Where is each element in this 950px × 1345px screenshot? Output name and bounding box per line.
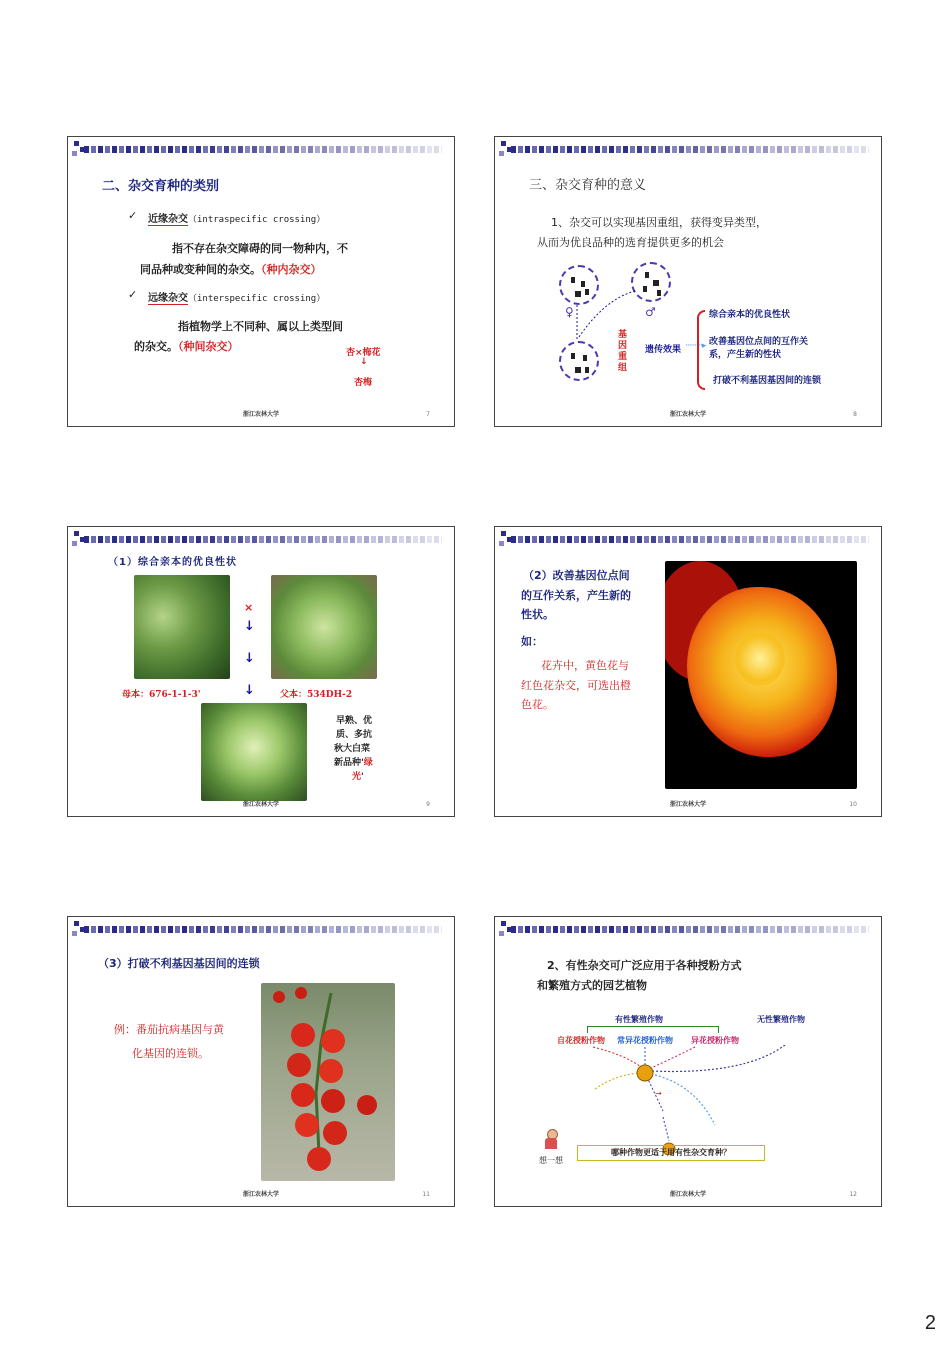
slide-title: （3）打破不利基因基因间的连锁 — [98, 957, 260, 970]
variety-name: 光 — [352, 772, 362, 782]
slide-footer: 浙江农林大学 — [669, 801, 706, 808]
slide-title: 二、杂交育种的类别 — [102, 179, 220, 194]
slide-11 — [67, 916, 455, 1207]
item-desc: 同品种或变种间的杂交。 — [140, 263, 261, 276]
effect-item: 打破不利基因基因间的连锁 — [713, 376, 822, 386]
cross-pollinated-label: 异花授粉作物 — [691, 1036, 739, 1045]
slide-8 — [494, 136, 882, 427]
self-pollinated-label: 自花授粉作物 — [557, 1036, 605, 1045]
cabbage-photo-offspring — [201, 703, 307, 801]
effect-center-label: 遗传效果 — [645, 345, 682, 355]
item-tag: （种内杂交） — [261, 263, 322, 276]
slide-number: 12 — [849, 1191, 857, 1198]
variety-desc: 早熟、优 — [336, 716, 373, 726]
down-arrow-icon: ↓ — [244, 651, 255, 666]
check-icon: ✓ — [128, 209, 138, 222]
father-label: 父本：534DH-2 — [280, 690, 353, 700]
slide-header-decoration — [495, 137, 881, 163]
slide-footer: 浙江农林大学 — [242, 801, 279, 808]
sexual-crops-label: 有性繁殖作物 — [615, 1015, 663, 1024]
cabbage-photo-mother — [134, 575, 230, 679]
slide-number: 7 — [426, 411, 430, 418]
thinking-person-icon — [541, 1129, 561, 1151]
slide-text: 红色花杂交，可选出橙 — [521, 679, 631, 692]
item-desc: 指不存在杂交障碍的同一物种内，不 — [172, 242, 348, 255]
female-symbol: ♀ — [565, 305, 574, 319]
mother-label: 母本：676-1-1-3' — [122, 690, 201, 700]
arrow-icon: ·········▸ — [685, 341, 706, 351]
item-desc: 的杂交。 — [134, 340, 178, 353]
slide-10 — [494, 526, 882, 817]
slide-header-decoration — [495, 917, 881, 943]
tomato-photo — [261, 983, 395, 1181]
cabbage-photo-father — [271, 575, 377, 679]
slide-title: 的互作关系，产生新的 — [521, 589, 631, 602]
effect-item: 系，产生新的性状 — [709, 350, 782, 360]
variety-desc: 新品种' — [334, 758, 364, 768]
slide-title: 性状。 — [521, 608, 554, 621]
recombination-label: 基因重组 — [618, 330, 628, 373]
slide-9 — [67, 526, 455, 817]
question-box: 哪种作物更适于用有性杂交育种？ — [577, 1145, 765, 1161]
item-english: （interspecific crossing） — [188, 294, 326, 304]
item-label: 近缘杂交 — [148, 214, 188, 225]
slide-footer: 浙江农林大学 — [242, 411, 279, 418]
example-bottom: 杏梅 — [354, 378, 373, 388]
slide-title: 和繁殖方式的园艺植物 — [537, 979, 647, 992]
slide-footer: 浙江农林大学 — [669, 1191, 706, 1198]
page-number: 2 — [924, 1312, 936, 1334]
example-label: 如： — [521, 635, 543, 648]
variety-desc: ' — [361, 772, 364, 782]
item-english: （intraspecific crossing） — [188, 215, 326, 225]
slide-text: 从而为优良品种的选育提供更多的机会 — [537, 236, 724, 249]
slide-title: 2、有性杂交可广泛应用于各种授粉方式 — [547, 959, 742, 972]
cross-symbol: × — [244, 601, 254, 614]
slide-footer: 浙江农林大学 — [669, 411, 706, 418]
check-icon: ✓ — [128, 288, 138, 301]
slide-header-decoration — [68, 527, 454, 553]
down-arrow-icon: ↓ — [244, 683, 255, 698]
item-label: 远缘杂交 — [148, 293, 188, 304]
item-tag: （种间杂交） — [178, 340, 239, 353]
slide-number: 10 — [849, 801, 857, 808]
recombination-arrows — [575, 287, 655, 347]
variety-name: 绿 — [363, 758, 373, 768]
pollination-diagram — [585, 1045, 805, 1155]
example-top: 杏×梅花 — [346, 348, 381, 358]
asexual-crops-label: 无性繁殖作物 — [757, 1015, 805, 1024]
slide-number: 11 — [422, 1191, 430, 1198]
down-arrow-icon: ↓ — [244, 619, 255, 634]
brace — [697, 310, 705, 390]
slide-text: 1、杂交可以实现基因重组，获得变异类型， — [551, 216, 767, 229]
bracket — [587, 1026, 719, 1033]
slide-7 — [67, 136, 455, 427]
rose-photo — [665, 561, 857, 789]
effect-item: 改善基因位点间的互作关 — [709, 337, 809, 347]
arrow-icon: → — [655, 1089, 662, 1098]
slide-text: 化基因的连锁。 — [132, 1047, 209, 1060]
slide-title: （2）改善基因位点间 — [523, 569, 630, 582]
slide-number: 9 — [426, 801, 430, 808]
effect-item: 综合亲本的优良性状 — [709, 310, 791, 320]
variety-desc: 质、多抗 — [336, 730, 373, 740]
chromosome-icon — [559, 341, 599, 381]
slide-text: 例：番茄抗病基因与黄 — [114, 1023, 224, 1036]
slide-text: 色花。 — [521, 698, 554, 711]
item-desc: 指植物学上不同种、属以上类型间 — [178, 320, 343, 333]
think-label: 想一想 — [539, 1156, 563, 1165]
often-cross-label: 常异花授粉作物 — [617, 1036, 673, 1045]
slide-number: 8 — [853, 411, 857, 418]
down-arrow-icon: ↓ — [360, 357, 368, 367]
variety-desc: 秋大白菜 — [334, 744, 371, 754]
male-symbol: ♂ — [645, 305, 656, 319]
slide-header-decoration — [495, 527, 881, 553]
slide-header-decoration — [68, 917, 454, 943]
slide-title: （1）综合亲本的优良性状 — [108, 557, 237, 568]
slide-12 — [494, 916, 882, 1207]
slide-footer: 浙江农林大学 — [242, 1191, 279, 1198]
slide-header-decoration — [68, 137, 454, 163]
slide-title: 三、杂交育种的意义 — [529, 178, 647, 193]
slide-text: 花卉中，黄色花与 — [541, 659, 629, 672]
